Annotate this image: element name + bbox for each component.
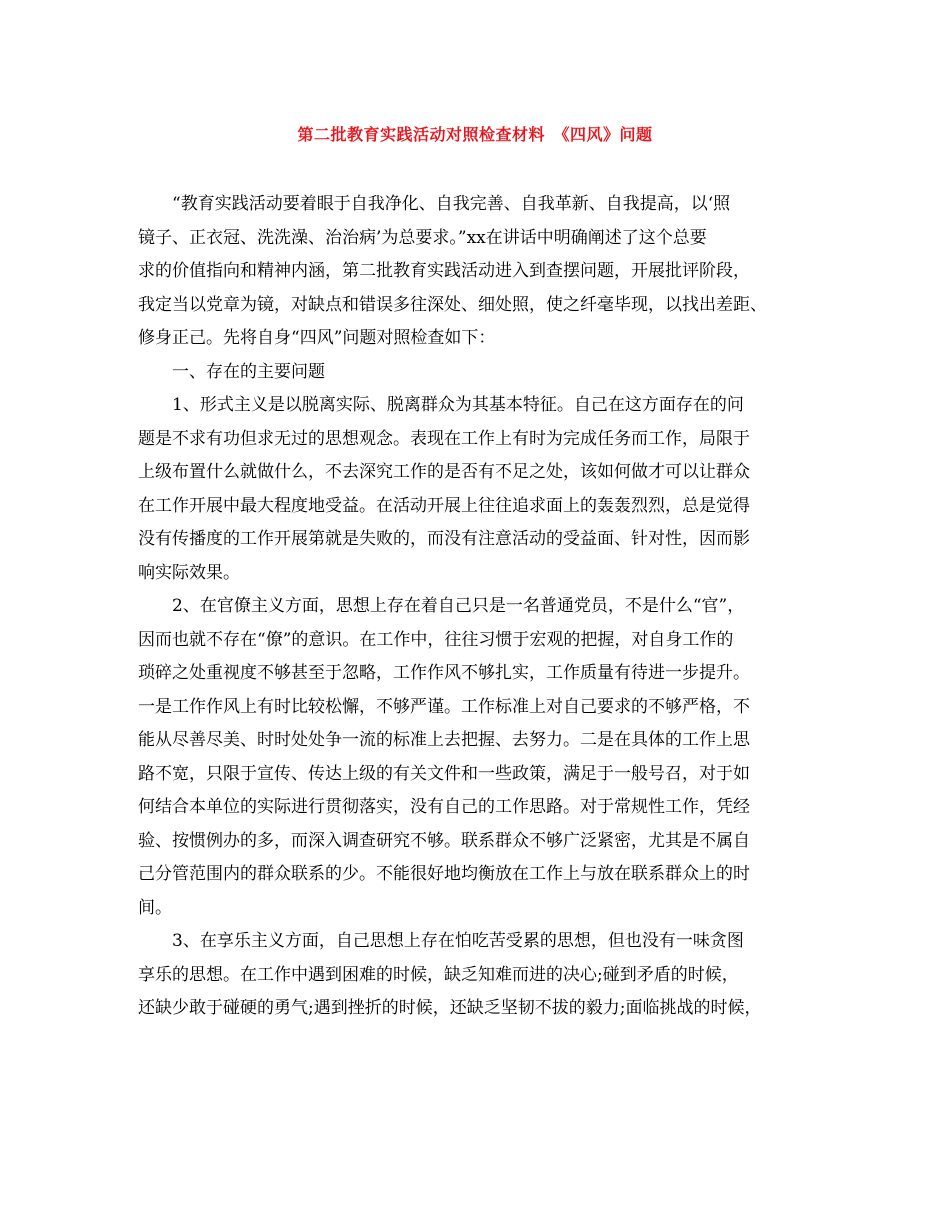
text-line: 因而也就不存在“僚”的意识。在工作中，往往习惯于宏观的把握，对自身工作的 [138, 629, 734, 650]
text-line: 间。 [138, 897, 172, 918]
text-line: 己分管范围内的群众联系的少。不能很好地均衡放在工作上与放在联系群众上的时 [138, 864, 750, 884]
text-line: 镜子、正衣冠、洗洗澡、治治病’为总要求。”xx在讲话中明确阐述了这个总要 [138, 227, 707, 248]
text-line: 求的价值指向和精神内涵，第二批教育实践活动进入到查摆问题，开展批评阶段， [138, 261, 750, 281]
text-line: 上级布置什么就做什么，不去深究工作的是否有不足之处，该如何做才可以让群众 [138, 462, 750, 482]
text-line: 琐碎之处重视度不够甚至于忽略，工作作风不够扎实，工作质量有待进一步提升。 [138, 663, 750, 683]
text-line: “教育实践活动要着眼于自我净化、自我完善、自我革新、自我提高，以‘照 [172, 194, 731, 214]
text-line: 3、在享乐主义方面，自己思想上存在怕吃苦受累的思想，但也没有一味贪图 [172, 931, 744, 951]
text-line: 2、在官僚主义方面，思想上存在着自己只是一名普通党员，不是什么“官”， [172, 596, 745, 616]
text-line: 一、存在的主要问题 [172, 361, 325, 382]
text-line: 修身正己。先将自身“四风”问题对照检查如下： [138, 328, 496, 348]
text-line: 响实际效果。 [138, 562, 240, 583]
document-body [138, 188, 828, 1026]
text-line: 1、形式主义是以脱离实际、脱离群众为其基本特征。自己在这方面存在的问 [172, 395, 744, 415]
text-line: 没有传播度的工作开展第就是失败的，而没有注意活动的受益面、针对性，因而影 [138, 529, 750, 549]
text-line: 我定当以党章为镜，对缺点和错误多往深处、细处照，使之纤毫毕现，以找出差距、 [138, 294, 767, 315]
text-line: 享乐的思想。在工作中遇到困难的时候，缺乏知难而进的决心;碰到矛盾的时候， [138, 964, 739, 985]
text-line: 题是不求有功但求无过的思想观念。表现在工作上有时为完成任务而工作，局限于 [138, 428, 750, 449]
text-line: 能从尽善尽美、时时处处争一流的标准上去把握、去努力。二是在具体的工作上思 [138, 730, 750, 750]
text-line: 何结合本单位的实际进行贯彻落实，没有自己的工作思路。对于常规性工作，凭经 [138, 797, 750, 817]
text-line: 一是工作作风上有时比较松懈，不够严谨。工作标准上对自己要求的不够严格，不 [138, 696, 750, 717]
text-line: 验、按惯例办的多，而深入调查研究不够。联系群众不够广泛紧密，尤其是不属自 [138, 830, 750, 851]
text-line: 路不宽，只限于宣传、传达上级的有关文件和一些政策，满足于一般号召，对于如 [138, 763, 750, 784]
text-line: 在工作开展中最大程度地受益。在活动开展上往往追求面上的轰轰烈烈，总是觉得 [138, 495, 750, 516]
document-title: 第二批教育实践活动对照检查材料 《四风》问题 [297, 125, 653, 144]
text-line: 还缺少敢于碰硬的勇气;遇到挫折的时候，还缺乏坚韧不拔的毅力;面临挑战的时候， [138, 998, 762, 1018]
